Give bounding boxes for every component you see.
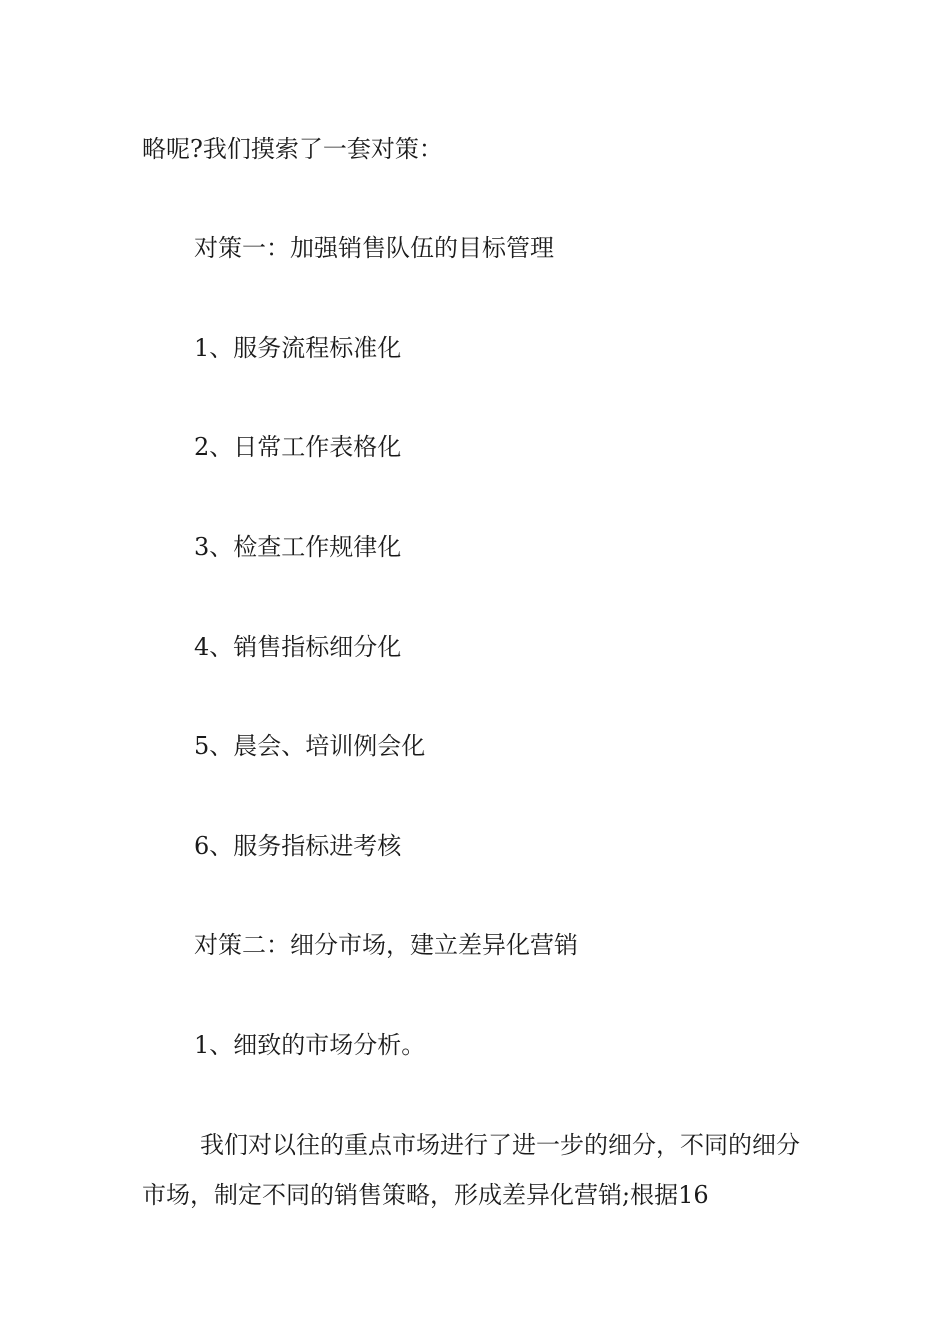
list-item: 3、检查工作规律化 xyxy=(194,533,402,561)
list-item: 5、晨会、培训例会化 xyxy=(194,732,426,760)
body-paragraph: 我们对以往的重点市场进行了进一步的细分，不同的细分市场，制定不同的销售策略，形成差异化营销;根据16 xyxy=(142,1131,800,1209)
list-item: 1、细致的市场分析。 xyxy=(194,1031,426,1059)
strategy-two-heading: 对策二：细分市场，建立差异化营销 xyxy=(194,931,578,959)
strategy-one-heading: 对策一：加强销售队伍的目标管理 xyxy=(194,234,554,262)
continuation-text: 略呢?我们摸索了一套对策： xyxy=(142,135,443,163)
list-item: 2、日常工作表格化 xyxy=(194,433,402,461)
list-item: 6、服务指标进考核 xyxy=(194,832,402,860)
list-item: 1、服务流程标准化 xyxy=(194,334,402,362)
list-item: 4、销售指标细分化 xyxy=(194,633,402,661)
